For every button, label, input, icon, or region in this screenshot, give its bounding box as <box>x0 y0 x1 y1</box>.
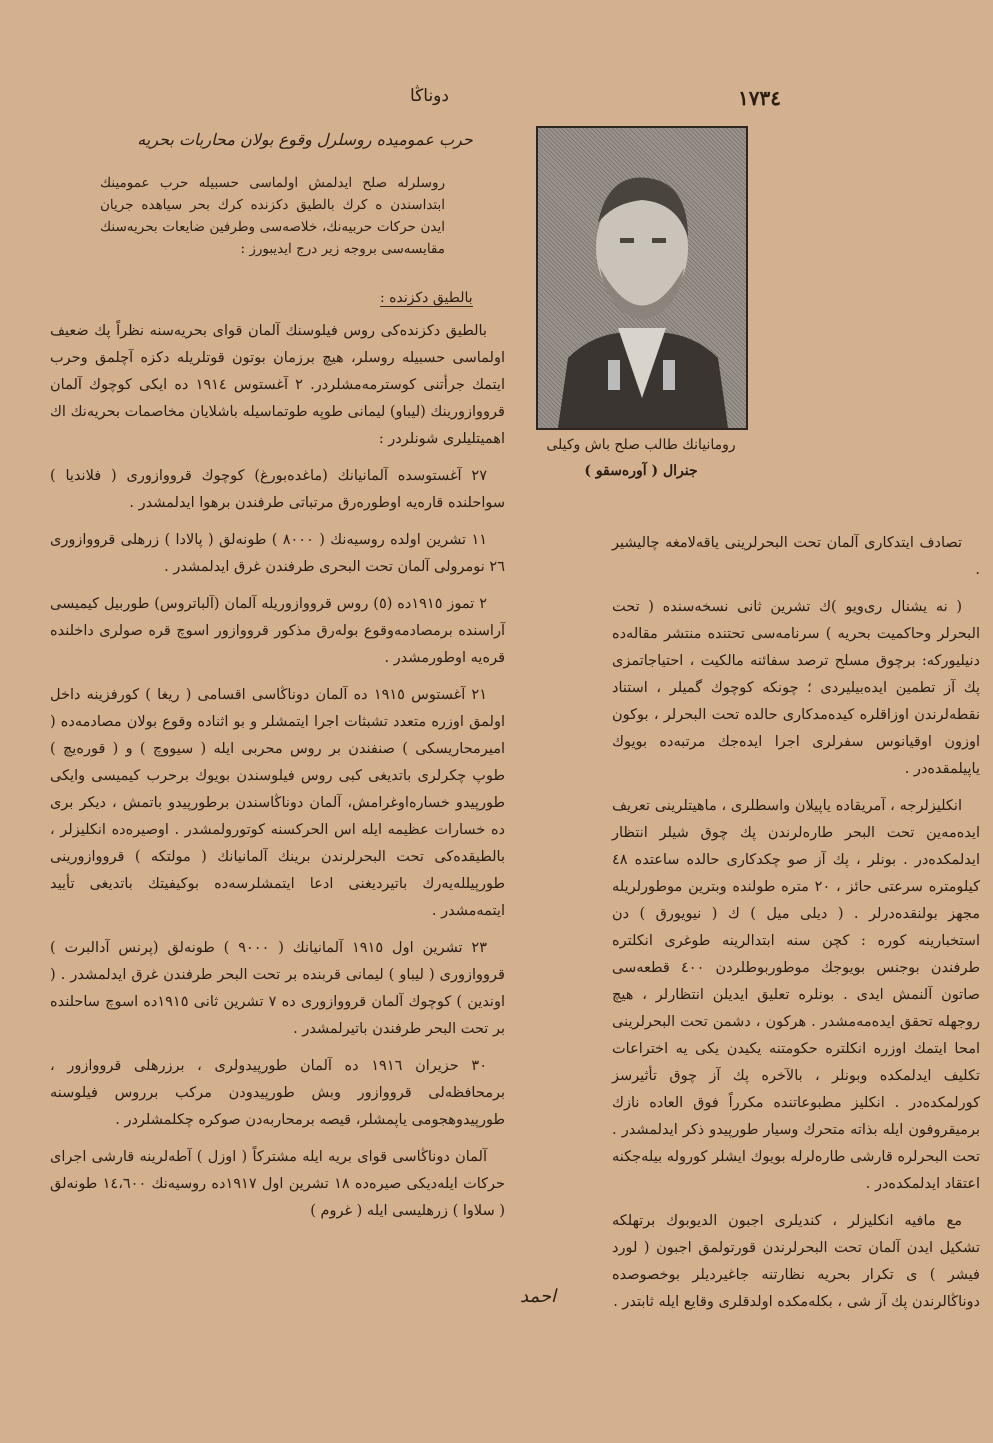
paragraph: مع مافیه انكلیزلر ، كندیلری اجبون الدیوبوك برتهلكه تشكیل ایدن آلمان تحت البحرلرندن قورتولمق اجبون ( لورد فیشر ) ی تكرار بحریه نظارتنه جاغیردیلر بوخصوصده دوناڭالرندن پك آز شی ، بكله‌مكده اولدقلری وقایع ایله ثابتدر . <box>612 1213 980 1310</box>
section-subheading: بالطیق دكزنده : <box>380 290 473 306</box>
paragraph: ( نه یشنال ری‌ویو )ك تشرین ثانی نسخه‌سنده ( تحت البحرلر وحاكمیت بحریه ) سرنامه‌سی تحتنده منتشر مقاله‌ده دنیلیوركه: برچوق مسلح ترصد سفائنه مالكیت ، احتیاجاتمزی پك آز تطمین ایده‌بیلیردی ؛ چونكه كوچوك گمیلر ، استناد نقطه‌لرندن اوزاقلره كیده‌مدكاری حالده تحت البحرلر ، بوكون اوزون اوقیانوس سفرلری اجرا ایده‌جك مرتبه‌ده بویوك یاپیلمقده‌در . <box>612 599 980 777</box>
paragraph: ٢٧ آغستوسده آلمانیانك (ماغده‌بورغ) كوچوك قرووازوری ( فلاندیا ) سواحلنده قاره‌یه اوطوره‌رق مرتباتی طرفندن برهوا ایدلمشدر . <box>50 468 505 511</box>
page-number: ١٧٣٤ <box>738 86 781 110</box>
left-column <box>50 318 505 1235</box>
paragraph: آلمان دوناڭاسی قوای بریه ایله مشتركاً ( اوزل ) آطه‌لرینه قارشی اجرای حركات ایله‌دیكی صیره‌ده ١٨ تشرین اول ١٩١٧ده روسیه‌نك ١٤،٦٠٠ طونه‌لق ( سلاوا ) زرهلیسی ایله ( غروم ) <box>50 1149 505 1219</box>
caption-line: جنرال ( آوره‌سقو ) <box>584 463 698 479</box>
article-intro: روسلرله صلح ایدلمش اولماسی حسبیله حرب عمومینك ابتداسندن ﻩ كرك بالطیق دكزنده كرك بحر سیاهده جریان ایدن حركات حربیه‌نك، خلاصه‌سی وطرفین ضایعات بحریه‌سنك مقایسه‌سی بروجه زیر درج ایدیبورز : <box>100 175 445 257</box>
portrait-photo <box>536 126 748 430</box>
running-title: دوناڭا <box>410 86 449 106</box>
article-title: حرب عمومیده روسلرل وقوع بولان محاربات بحریه <box>137 130 473 149</box>
paragraph: ٣٠ حزیران ١٩١٦ ده آلمان طورپیدولری ، برزرهلی قرووازور ، برمحافظه‌لی قرووازور وبش طورپیدودن مركب برروس فیلوسنه طورپیدوهجومی یاپمشلر، قیصه برمحاربه‌دن صوكره چكلمشلردر . <box>50 1058 505 1128</box>
paragraph: تصادف ایتدكاری آلمان تحت البحرلرینی یاقه‌لامغه چالیشیر . <box>612 535 980 578</box>
portrait-figure <box>538 128 746 428</box>
paragraph: ١١ تشرین اولده روسیه‌نك ( ٨٠٠٠ ) طونه‌لق ( پالادا ) زرهلی قرووازوری ٢٦ نومرولی آلمان تحت البحری طرفندن غرق ایدلمشدر . <box>50 532 505 575</box>
author-signature: احمد <box>520 1286 556 1307</box>
caption-line: رومانیانك طالب صلح باش وكیلی <box>546 437 736 453</box>
paragraph: انكلیزلرجه ، آمریقاده یاپیلان واسطلری ، ماهیتلرینی تعریف ایده‌مه‌ین تحت البحر طاره‌لرندن پك چوق شیلر انتظار ایدلمكده‌در . بونلر ، پك آز صو چكدكاری حالده ساعتده ٤٨ كیلومتره سرعتی حائز ، ٢٠ متره طولنده وبترین موطورلریله مجهز بولنقده‌درلر . ( دیلی میل ) ك ( نیویورق ) دن استخبارینه كوره : كچن سنه ابتدالرینه طوغری انكلتره طرفندن بوجنس بویوجك موطوربوطلردن ٤٠٠ قطعه‌سی صاتون آلنمش ایدی . بونلره تعلیق ایدیلن انتظارلر ، هیچ روجهله تحقق ایده‌مه‌مشدر . هركون ، دشمن تحت البحرلرینی امحا ایتمك اوزره انكلتره حكومتنه یكیدن یكی یه اختراعات تكلیف ایدلمكده وبونلر ، بالآخره پك آز چوق تأثیرسز كورلمكده‌در . انكلیز مطبوعاتنده مكرراً فوق العاده نازك برمیقروفون ایله بذاته متحرك وسیار طورپیدو ذكر ایدلمشدر . تحت البحرلره قارشی طاره‌لرله بویوك ایشلر كوروله بیله‌جكنه اعتقاد ایدلمكده‌در . <box>612 798 981 1192</box>
photo-caption <box>536 432 746 484</box>
paragraph: ٢ تموز ١٩١٥ده (٥) روس قرووازوریله آلمان (آلباتروس) طوربیل كیمیسی آراسنده برمصادمه‌وقوع بوله‌رق مذكور قرووازور اسوچ قره صولری داخلنده قره‌یه اوطورمشدر . <box>50 596 505 666</box>
paragraph: ٢٣ تشرین اول ١٩١٥ آلمانیانك ( ٩٠٠٠ ) طونه‌لق (پرنس آدالبرت ) قرووازوری ( لیباو ) لیمانی قربنده بر تحت البحر طرفندن غرق ایدلمشدر . ( اوندین ) كوچوك آلمان قرووازوری ده ٧ تشرین ثانی ١٩١٥ده اسوچ ساحلنده بر تحت البحر طرفندن باتیرلمشدر . <box>50 940 506 1037</box>
right-column <box>612 530 980 1326</box>
paragraph: بالطیق دكزنده‌كی روس فیلوسنك آلمان قوای بحریه‌سنه نظراً پك ضعیف اولماسی حسبیله روسلر، هیچ برزمان بوتون قوتلریله دكزه آچلمق وحرب ایتمك جرأتنی كوسترمه‌مشلردر. ٢ آغستوس ١٩١٤ ده ایكی كوچوك آلمان قرووازورینك (لیباو) لیمانی طوپه طوتماسیله باشلایان مخاصمات بحریه‌نك اك اهمیتلیلری شونلردر : <box>49 323 505 447</box>
paragraph: ٢١ آغستوس ١٩١٥ ده آلمان دوناڭاسی اقسامی ( ریغا ) كورفزینه داخل اولمق اوزره متعدد تشبثات اجرا ایتمشلر و بو اثناده وقوع بولان مصادمه‌ده ( امیرمحاریسكی ) صنفندن بر روس محربی ایله ( سیووچ ) و ( قوره‌یچ ) طوپ چكرلری باتدیغی كبی روس فیلوسندن بویوك برحرب كیمیسی وایكی طورپیدو خساره‌اوغرامش، آلمان دوناڭاسندن برطورپیدو باتمش ، دیكر بری ده خسارات عظیمه ایله اس الحركسنه كوتورولمشدر . اوصیره‌ده انكلیزلر ، بالطیقده‌كی تحت البحرلرندن برینك آلمانیانك ( مولتكه ) قرووازورینی طورپیلله‌یه‌رك باتیردیغنی ادعا ایتمشلرسه‌ده بوكیفیتك باتدیغی تأیید ایتمه‌مشدر . <box>50 687 505 919</box>
